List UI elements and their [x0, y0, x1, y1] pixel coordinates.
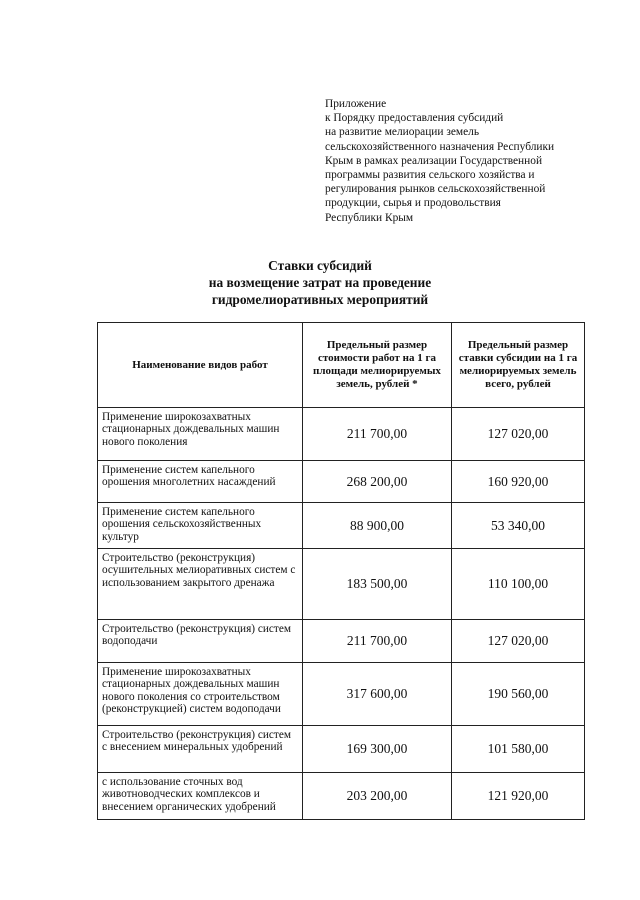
appendix-line: программы развития сельского хозяйства и	[325, 169, 535, 182]
appendix-line: продукции, сырья и продовольствия	[325, 197, 501, 210]
appendix-block	[325, 97, 625, 225]
appendix-line: сельскохозяйственного назначения Республики	[325, 140, 555, 153]
subsidy-cell: 160 920,00	[452, 461, 585, 503]
subsidy-cell: 121 920,00	[452, 773, 585, 820]
header-work-type: Наименование видов работ	[98, 323, 303, 408]
table-row	[98, 726, 585, 773]
appendix-line: Республики Крым	[325, 211, 414, 224]
work-type-cell: с использование сточных вод животноводческих комплексов и внесением органических удобрений	[98, 773, 303, 820]
table-row	[98, 549, 585, 620]
cost-cell: 203 200,00	[303, 773, 452, 820]
table-row	[98, 503, 585, 549]
work-type-cell: Строительство (реконструкция) систем водоподачи	[98, 620, 303, 663]
table-row	[98, 663, 585, 726]
subsidy-cell: 110 100,00	[452, 549, 585, 620]
title-line-1: Ставки субсидий	[268, 258, 372, 273]
title-line-2: на возмещение затрат на проведение	[208, 275, 432, 290]
subsidy-cell: 127 020,00	[452, 408, 585, 461]
subsidy-cell: 190 560,00	[452, 663, 585, 726]
work-type-cell: Применение широкозахватных стационарных дождевальных машин нового поколения	[98, 408, 303, 461]
work-type-cell: Строительство (реконструкция) осушительных мелиоративных систем с использованием закрытого дренажа	[98, 549, 303, 620]
work-type-cell: Строительство (реконструкция) систем с внесением минеральных удобрений	[98, 726, 303, 773]
appendix-line: Приложение	[325, 98, 387, 110]
cost-cell: 183 500,00	[303, 549, 452, 620]
table-row	[98, 620, 585, 663]
cost-cell: 268 200,00	[303, 461, 452, 503]
title-line-3: гидромелиоративных мероприятий	[211, 292, 429, 307]
subsidy-cell: 101 580,00	[452, 726, 585, 773]
header-subsidy-limit: Предельный размер ставки субсидии на 1 га мелиорируемых земель всего, рублей	[452, 323, 585, 408]
page-title	[0, 257, 640, 308]
table-row	[98, 773, 585, 820]
header-cost-limit: Предельный размер стоимости работ на 1 га площади мелиорируемых земель, рублей *	[303, 323, 452, 408]
work-type-cell: Применение систем капельного орошения сельскохозяйственных культур	[98, 503, 303, 549]
table-header-row	[98, 323, 585, 408]
appendix-line: Крым в рамках реализации Государственной	[325, 154, 543, 167]
cost-cell: 169 300,00	[303, 726, 452, 773]
appendix-line: к Порядку предоставления субсидий	[325, 112, 504, 125]
table-row	[98, 408, 585, 461]
cost-cell: 211 700,00	[303, 620, 452, 663]
cost-cell: 211 700,00	[303, 408, 452, 461]
appendix-line: на развитие мелиорации земель	[325, 126, 480, 139]
work-type-cell: Применение широкозахватных стационарных дождевальных машин нового поколения со строительством (реконструкцией) систем водоподачи	[98, 663, 303, 726]
subsidy-rates-table	[97, 322, 585, 820]
cost-cell: 317 600,00	[303, 663, 452, 726]
work-type-cell: Применение систем капельного орошения многолетних насаждений	[98, 461, 303, 503]
appendix-line: регулирования рынков сельскохозяйственной	[325, 183, 546, 196]
cost-cell: 88 900,00	[303, 503, 452, 549]
table-row	[98, 461, 585, 503]
subsidy-cell: 53 340,00	[452, 503, 585, 549]
subsidy-cell: 127 020,00	[452, 620, 585, 663]
